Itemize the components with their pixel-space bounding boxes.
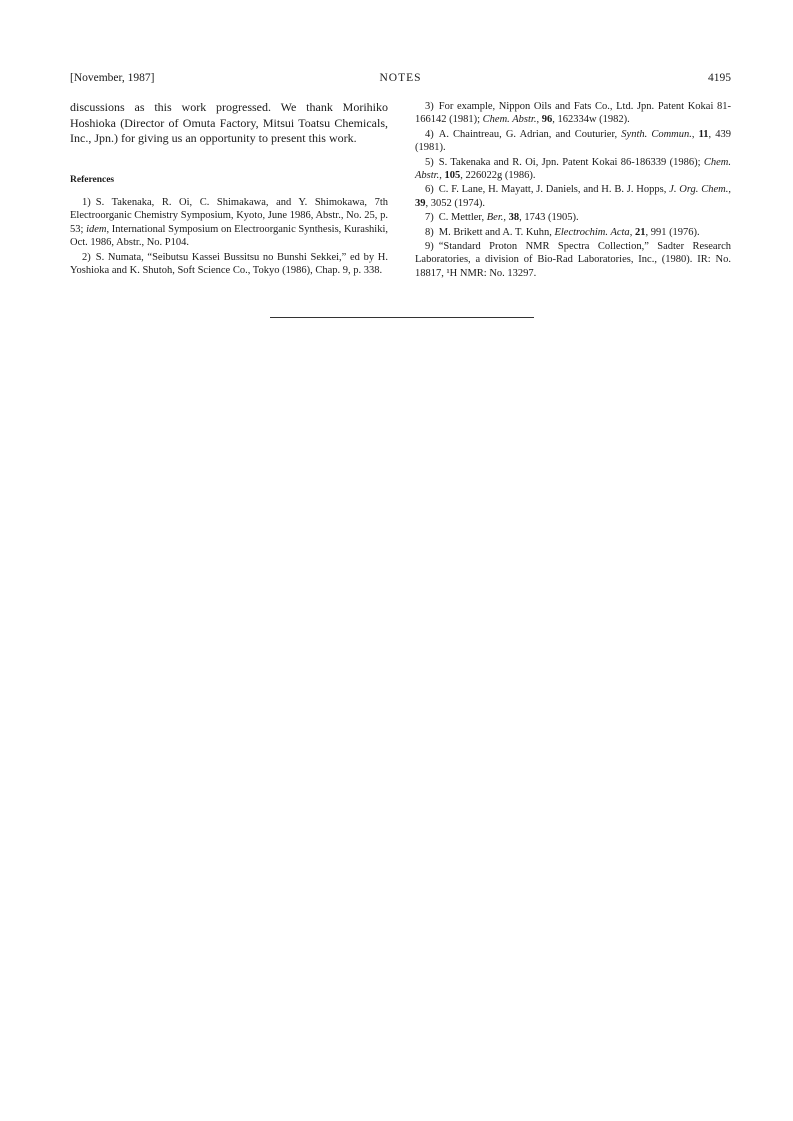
reference-text: , xyxy=(536,114,542,126)
references-heading: References xyxy=(70,174,115,185)
reference-text: , xyxy=(629,226,635,238)
reference-text: , International Symposium on Electroorganic Synthesis, Kurashiki, Oct. 1986, Abstr., No. P104. xyxy=(70,223,388,249)
reference-item xyxy=(415,240,731,280)
reference-text: 21 xyxy=(634,226,646,238)
left-column xyxy=(70,100,388,278)
reference-text: Chem. Abstr. xyxy=(415,156,731,182)
reference-text: Electrochim. Acta xyxy=(554,226,630,238)
reference-text: Ber. xyxy=(486,212,504,224)
reference-number: 2) xyxy=(82,251,91,263)
header-section-title: NOTES xyxy=(379,72,422,84)
reference-text: Chem. Abstr. xyxy=(482,114,537,126)
reference-number: 7) xyxy=(425,212,434,224)
reference-number: 3) xyxy=(425,101,434,112)
reference-text: Synth. Commun. xyxy=(621,128,692,140)
reference-text: , xyxy=(691,128,699,140)
reference-text: 39 xyxy=(415,197,426,209)
acknowledgment-paragraph: discussions as this work progressed. We thank Morihiko Hoshioka (Director of Omuta Factory, Mitsui Toatsu Chemicals, Inc., Jpn.) for giving us an opportunity to present this work. xyxy=(70,100,388,145)
reference-number: 6) xyxy=(425,184,434,196)
reference-text: C. F. Lane, H. Mayatt, J. Daniels, and H. B. J. Hopps, xyxy=(438,184,670,196)
reference-text: , 226022g (1986). xyxy=(460,170,536,182)
reference-text: , 3052 (1974). xyxy=(425,197,485,209)
reference-text: , 439 (1981). xyxy=(415,128,732,154)
reference-item xyxy=(415,156,731,183)
header-page-number: 4195 xyxy=(708,72,731,84)
reference-text: S. Takenaka and R. Oi, Jpn. Patent Kokai 86-186339 (1986); xyxy=(438,156,704,168)
reference-text: M. Brikett and A. T. Kuhn, xyxy=(438,226,555,238)
reference-text: S. Numata, “Seibutsu Kassei Bussitsu no Bunshi Sekkei,” ed by H. Yoshioka and K. Shutoh, Soft Science Co., Tokyo (1986), Chap. 9, p. 338. xyxy=(70,251,388,277)
reference-item xyxy=(415,128,731,155)
reference-number: 8) xyxy=(425,226,434,238)
reference-text: 96 xyxy=(541,114,553,126)
reference-text: For example, Nippon Oils and Fats Co., Ltd. Jpn. Patent Kokai 81-166142 (1981); xyxy=(415,101,731,126)
reference-list-right xyxy=(415,100,731,280)
header-date: [November, 1987] xyxy=(70,72,155,84)
reference-item xyxy=(70,196,388,250)
reference-item xyxy=(415,183,731,210)
reference-text: “Standard Proton NMR Spectra Collection,” Sadter Research Laboratories, a division of Bio-Rad Laboratories, Inc., (1980). IR: No. 18817, ¹H NMR: No. 13297. xyxy=(415,241,731,279)
reference-text: 38 xyxy=(508,212,520,224)
running-header xyxy=(70,72,731,88)
reference-text: , xyxy=(728,184,731,196)
reference-number: 4) xyxy=(425,128,434,140)
reference-item xyxy=(70,251,388,278)
reference-text: A. Chaintreau, G. Adrian, and Couturier, xyxy=(438,128,622,140)
reference-number: 5) xyxy=(425,156,434,168)
reference-list-left xyxy=(70,196,388,277)
reference-text: , 1743 (1905). xyxy=(519,212,579,224)
reference-text: 11 xyxy=(698,128,709,140)
reference-text: , 162334w (1982). xyxy=(552,114,630,126)
reference-item xyxy=(415,226,731,239)
reference-text: idem xyxy=(86,223,107,235)
reference-text: , xyxy=(503,212,509,224)
reference-text: , 991 (1976). xyxy=(645,226,700,238)
reference-text: , xyxy=(439,170,445,182)
end-divider xyxy=(270,317,534,318)
reference-item xyxy=(415,100,731,127)
reference-item xyxy=(415,211,731,224)
reference-text: J. Org. Chem. xyxy=(669,184,729,196)
reference-text: S. Takenaka, R. Oi, C. Shimakawa, and Y. Shimokawa, 7th Electroorganic Chemistry Symposium, Kyoto, June 1986, Abstr., No. 25, p. 53; xyxy=(70,197,388,235)
right-column xyxy=(415,100,731,281)
reference-number: 9) xyxy=(425,241,434,253)
reference-text: C. Mettler, xyxy=(438,212,487,224)
reference-number: 1) xyxy=(82,197,91,208)
reference-text: 105 xyxy=(444,170,461,182)
